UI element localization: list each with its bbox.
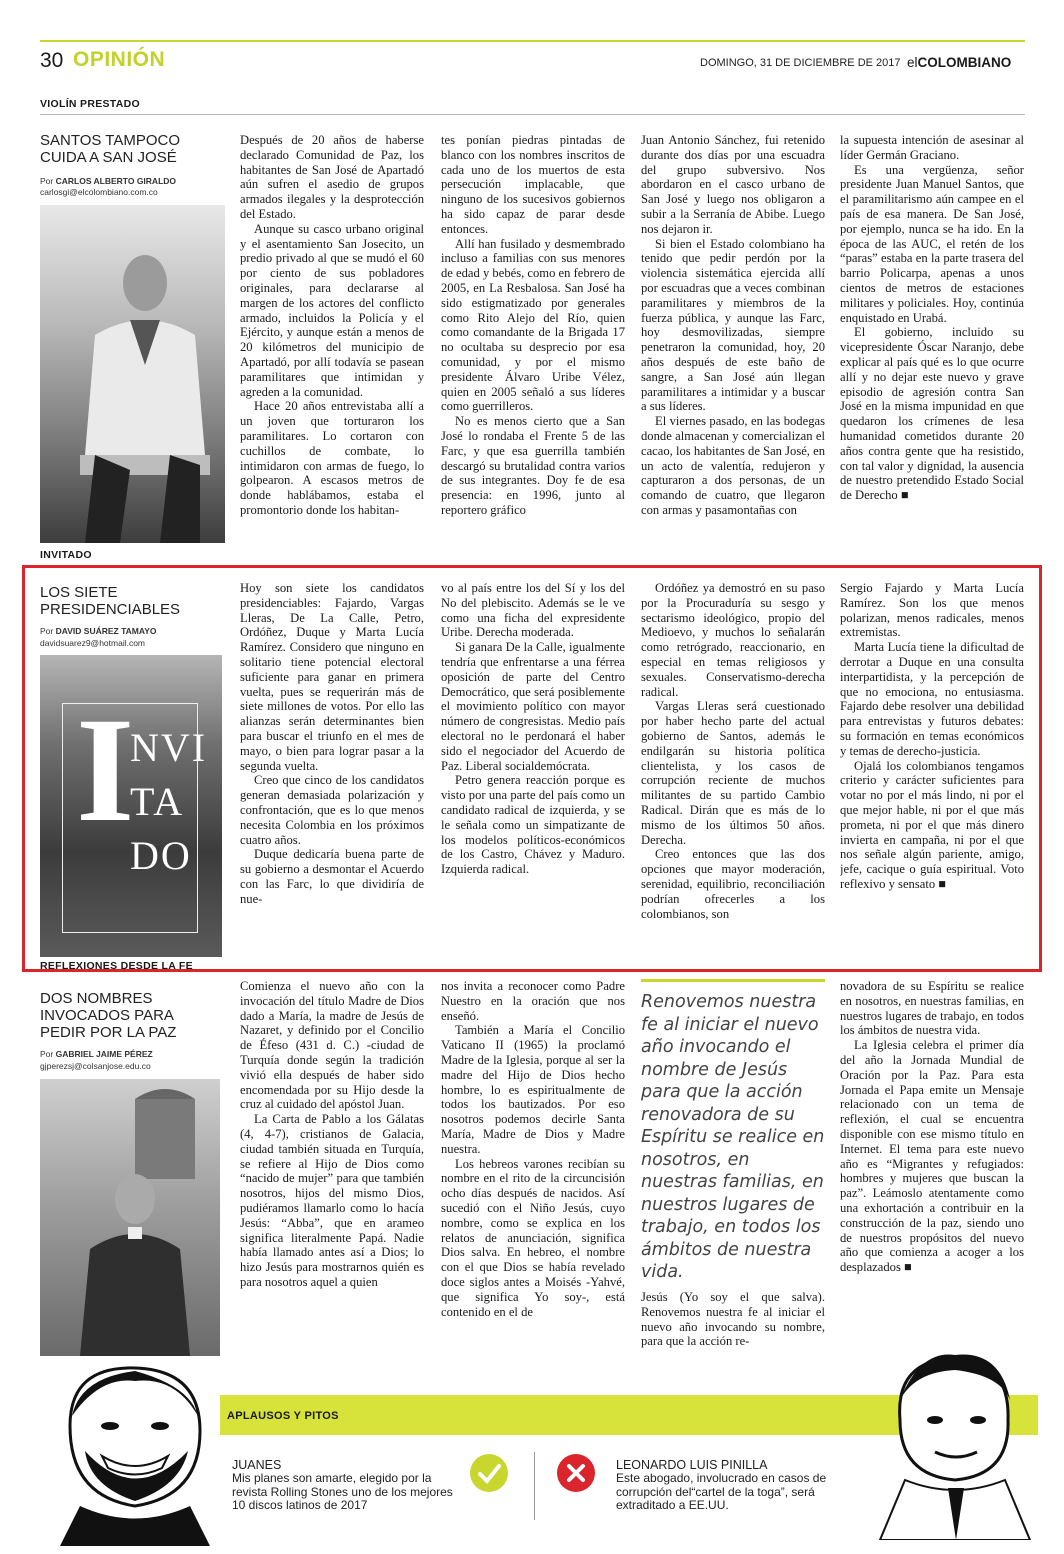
paragraph: Ojalá los colombianos tengamos criterio y carácter suficientes para votar no por el más lindo, ni por el que mejor hable, ni por el que más prometa, ni por el que más dinero invierta en campaña, ni por el que nos señale algún pariente, amigo, jefe, cacique o guía espiritual. Voto reflexivo y sensato ■ [840,758,1024,891]
paragraph: tes ponían piedras pintadas de blanco con los nombres inscritos de cada uno de los muertos de esta persecución implacable, que ninguno de los sucesivos gobiernos ha sido capaz de parar desde entonces. [441,133,625,236]
article2-email: davidsuarez9@hotmail.com [40,638,146,648]
paragraph: Creo entonces que las dos opciones que mayor moderación, serenidad, equilibrio, reconciliación podrían ofrecerles a los colombianos, son [641,847,825,921]
paragraph: También a María el Concilio Vaticano II (1965) la proclamó Madre de la Iglesia, porque al ser la madre del Hijo de Dios hecho hombre, lo es espiritualmente de todos los bautizados. Por eso nosotros podemos decirle Santa María, Madre de Dios y Madre nuestra. [441,1023,625,1156]
paragraph: Hace 20 años entrevistaba allí a un joven que torturaron los paramilitares. Lo cortaron con cuchillos de combate, lo intimidaron con armas de fuego, lo golpearon. A escasos metros de donde hablábamos, estaba el promontorio donde los habitan- [240,399,424,517]
paragraph: Aunque su casco urbano original y el asentamiento San Josecito, un predio privado al que se mudó el 60 por ciento de sus pobladores originales, para declararse al margen de los actores del conflicto armado, incluidos la Policía y el Ejército, y aunque están a menos de 20 kilómetros del municipio de Apartadó, por allí todavía se pasean paramilitares que intimidan y agreden a la comunidad. [240,221,424,399]
footer-right-name: LEONARDO LUIS PINILLA [616,1458,768,1472]
article2-column-1 [240,581,424,951]
byline-prefix: Por [40,176,56,186]
paragraph: Es una vergüenza, señor presidente Juan Manuel Santos, que el paramilitarismo aún campee en el país de esa manera. De San José, por ejemplo, nunca se ha ido. En la época de las AUC, el retén de los “paras” estaba en la parte trasera del barrio Policarpa, apenas a unos cientos de metros de estaciones militares y policiales. Hoy, continúa enquistado en Urabá. [840,162,1024,325]
logo-wordmark [130,721,207,883]
section-title: OPINIÓN [73,48,166,71]
reject-x-icon [557,1454,595,1492]
article3-headline-line2: INVOCADOS PARA [40,1007,174,1024]
article1-headline-line2: CUIDA A SAN JOSÉ [40,149,177,166]
paragraph: Jesús (Yo soy el que salva). Renovemos nuestra fe al iniciar el nuevo año invocando su nombre, para que la acción re- [641,1290,825,1349]
logo-line: DO [130,833,192,878]
approve-check-icon [470,1454,508,1492]
page-number: 30 [40,49,64,72]
article3-headline [40,990,176,1041]
paragraph: vo al país entre los del Sí y los del No del plebiscito. Además se le ve como una ficha del expresidente Uribe. Derecha moderada. [441,581,625,640]
caricature-illustration [860,1340,1040,1540]
footer-right-description: Este abogado, involucrado en casos de corrupción del“cartel de la toga”, será extraditado a EE.UU. [616,1471,827,1512]
brand-name: COLOMBIANO [917,55,1012,70]
paragraph: la supuesta intención de asesinar al líder Germán Graciano. [840,133,1024,162]
logo-letter: I [76,687,135,853]
paragraph: Los hebreos varones recibían su nombre en el rito de la circuncisión ocho días después de nacidos. Así sucedió con el Niño Jesús, cuyo nombre, como se explica en los relatos de anunciación, significa Dios salva. En hebreo, el nombre con el que Dios se había revelado doce siglos antes a Moisés -Yahvé, que significa Yo soy-, está contenido en el de [441,1156,625,1319]
footer-label: APLAUSOS Y PITOS [227,1410,339,1422]
paragraph: La Iglesia celebra el primer día del año la Jornada Mundial de Oración por la Paz. Para esta Jornada el Papa emite un Mensaje relacionado con un tema de reflexión, el cual se encuentra disponible con ese mismo título en Internet. El tema para este nuevo año es “Migrantes y refugiados: hombres y mujeres que buscan la paz”. Leámoslo atentamente como una exhortación a contribuir en la construcción de la paz, siendo uno de nuestros propósitos del nuevo año que comienza a acoger a los desplazados ■ [840,1038,1024,1275]
newspaper-logo [907,55,1011,70]
article1-column-3 [641,133,825,545]
footer-left-name: JUANES [232,1458,282,1472]
article3-column-3 [641,1290,825,1360]
article1-author: CARLOS ALBERTO GIRALDO [55,176,177,186]
paragraph: Petro genera reacción porque es visto por una parte del país como un candidato radical de izquierda, y se le señala como un simpatizante de los modelos políticos-económicos de los Castro, Chávez y Maduro. Izquierda radical. [441,773,625,877]
article3-headline-line3: PEDIR POR LA PAZ [40,1024,177,1041]
article1-byline [40,176,176,186]
juanes-caricature [40,1356,230,1546]
pinilla-caricature [860,1340,1040,1540]
author-photo-carlos-giraldo [40,205,225,543]
article2-column-4 [840,581,1024,951]
paragraph: novadora de su Espíritu se realice en nosotros, en nuestras familias, en nuestros lugares de trabajo, en todos los ámbitos de nuestra vida. [840,979,1024,1038]
footer-divider [534,1452,535,1520]
caricature-illustration [40,1356,230,1546]
pullquote-accent-rule [641,979,825,982]
paragraph: Sergio Fajardo y Marta Lucía Ramírez. Son los que menos polarizan, menos radicales, menos extremistas. [840,581,1024,640]
x-glyph [557,1454,595,1492]
article3-column-1 [240,979,424,1359]
article1-headline [40,132,180,166]
top-accent-rule [40,40,1025,42]
article3-email: gjperezsj@colsanjose.edu.co [40,1061,151,1071]
article1-headline-line1: SANTOS TAMPOCO [40,132,181,149]
article2-byline [40,626,157,636]
article3-column-2 [441,979,625,1359]
author-photo-gabriel-perez [40,1079,220,1356]
logo-line: TA [130,779,185,824]
article3-byline [40,1049,153,1059]
article1-column-2 [441,133,625,545]
byline-prefix: Por [40,1049,56,1059]
article3-column-4 [840,979,1024,1324]
footer-left-description: Mis planes son amarte, elegido por la revista Rolling Stones uno de los mejores 10 discos latinos de 2017 [232,1471,453,1512]
paragraph: Vargas Lleras será cuestionado por haber hecho parte del actual gobierno de Santos, además le endilgarán su historia política clientelista, y los casos de corrupción reciente de muchos militantes de su partido Cambio Radical. Dirán que es más de lo mismo de los últimos 50 años. Derecha. [641,699,825,847]
brand-prefix: el [907,55,918,70]
portrait-illustration [40,205,225,543]
article2-column-3 [641,581,825,951]
paragraph: Creo que cinco de los candidatos generan demasiada polarización y confrontación, que es lo que menos necesita Colombia en los próximos cuatro años. [240,773,424,847]
paragraph: Si ganara De la Calle, igualmente tendría que enfrentarse a una férrea oposición de parte del Centro Democrático, que será posiblemente el movimiento político con mayor número de congresistas. Medio país electoral no le perdonará el haber sido el negociador del Acuerdo de Paz. Liberal socialdemócrata. [441,640,625,773]
paragraph: El gobierno, incluido su vicepresidente Óscar Naranjo, debe explicar al país qué es lo que ocurre allí y no dejar este nuevo y grave episodio de agresión contra San José en la misma impunidad en que quedaron los crímenes de lesa humanidad cometidos durante 20 años contra gente que ha resistido, con tal valor y dignidad, la ausencia de nuestro pretendido Estado Social de Derecho ■ [840,325,1024,503]
paragraph: Después de 20 años de haberse declarado Comunidad de Paz, los habitantes de San José de Apartadó aún sufren el asedio de grupos armados ilegales y la desprotección del Estado. [240,133,424,221]
paragraph: Juan Antonio Sánchez, fui retenido durante dos días por una escuadra del grupo subversivo. Nos abordaron en el casco urbano de San José y luego nos obligaron a subir a la Serranía de Abibe. Luego nos dejaron ir. [641,133,825,236]
article1-column-4 [840,133,1024,545]
article3-headline-line1: DOS NOMBRES [40,990,153,1007]
article1-rule [40,114,1025,115]
paragraph: No es menos cierto que a San José lo rondaba el Frente 5 de las Farc, y que esa guerrilla también descargó su brutalidad contra varios de sus integrantes. Doy fe de esa presencia: en 1996, junto al reportero gráfico [441,414,625,517]
paragraph: Comienza el nuevo año con la invocación del título Madre de Dios dado a María, la madre de Jesús de Nazaret, y definido por el Concilio de Éfeso (431 d. C.) -ciudad de Turquía donde según la tradición vivió ella después de haber sido encomendada por su Hijo desde la cruz al cuidado del apóstol Juan. [240,979,424,1112]
article1-column-1 [240,133,424,545]
pullquote: Renovemos nuestra fe al iniciar el nuevo año invocando el nombre de Jesús para que la acción renovadora de su Espíritu se realice en nosotros, en nuestras familias, en nuestros lugares de trabajo, en todos los ámbitos de nuestra vida. [641,992,825,1282]
portrait-illustration [40,1079,220,1356]
article3-author: GABRIEL JAIME PÉREZ [55,1049,153,1059]
paragraph: Ordóñez ya demostró en su paso por la Procuraduría su sesgo y sectarismo ideológico, propio del Medioevo, y muchos lo señalarán como retrógrado, reaccionario, en especial en temas religiosos y sexuales. Conservatismo-derecha radical. [641,581,825,699]
check-glyph [470,1454,508,1492]
article3-kicker: REFLEXIONES DESDE LA FE [40,960,193,972]
article2-headline-line2: PRESIDENCIABLES [40,601,181,618]
paragraph: La Carta de Pablo a los Gálatas (4, 4-7), cristianos de Galacia, ciudad también situada en Turquía, se refiere al Hijo de Dios como “nacido de mujer” para que también nosotros, hijos del mismo Dios, pudiéramos llamarlo como lo hacía Jesús: “Abba”, que en arameo significa literalmente Papá. Nadie había llamado antes así a Dios; lo hizo Jesús para mostrarnos quién es para nosotros aquel a quien [240,1112,424,1289]
invitado-logo-image [40,655,222,957]
article1-kicker: VIOLÍN PRESTADO [40,98,140,110]
paragraph: Duque dedicaría buena parte de su gobierno a desmontar el Acuerdo con las Farc, lo que dividiría de nue- [240,847,424,906]
paragraph: Marta Lucía tiene la dificultad de derrotar a Duque en una consulta interpartidista, y la percepción de que no emociona, no entusiasma. Fajardo debe resolver una debilidad para entrevistas y futuros debates: su formación en temas económicos y temas de derecho-justicia. [840,640,1024,758]
article2-author: DAVID SUÁREZ TAMAYO [55,626,157,636]
issue-date: DOMINGO, 31 DE DICIEMBRE DE 2017 [700,57,901,69]
article2-column-2 [441,581,625,951]
article2-headline-line1: LOS SIETE [40,584,118,601]
article2-kicker: INVITADO [40,549,92,561]
paragraph: Allí han fusilado y desmembrado incluso a familias con sus menores de edad y bebés, como en febrero de 2005, en La Resbalosa. San José ha sido estigmatizado por generales como Rito Alejo del Río, quien como comandante de la Brigada 17 no ocultaba su desprecio por esa comunidad, y por el mismo presidente Álvaro Uribe Vélez, quien en 2005 señaló a sus líderes como guerrilleros. [441,236,625,414]
article1-email: carlosgi@elcolombiano.com.co [40,187,158,197]
article2-headline [40,584,180,618]
paragraph: nos invita a reconocer como Padre Nuestro en la oración que nos enseñó. [441,979,625,1023]
byline-prefix: Por [40,626,56,636]
paragraph: Si bien el Estado colombiano ha tenido que pedir perdón por la violencia sistemática ejercida allí por escuadras que a veces combinan paramilitares y miembros de la fuerza pública, y aunque las Farc, hoy desmovilizadas, siempre penetraron la comunidad, hoy, 20 años después de este baño de sangre, a San José aún llegan paramilitares a intimidar y a buscar a sus líderes. [641,236,825,414]
paragraph: Hoy son siete los candidatos presidenciables: Fajardo, Vargas Lleras, De La Calle, Petro, Ordóñez, Duque y Marta Lucía Ramírez. Considero que ninguno en solitario tiene potencial electoral suficiente para ganar en primera vuelta, pues se requerirán más de siete millones de votos. Por ello las alianzas serán determinantes bien para buscar el triunfo en el mes de mayo, o bien para lograr pasar a la segunda vuelta. [240,581,424,773]
logo-line: NVI [130,725,208,770]
paragraph: El viernes pasado, en las bodegas donde almacenan y comercializan el cacao, los habitantes de San José, en un acto de valentía, redujeron y capturaron a dos personas, de un comando de cuatro, que llegaron con armas y pasamontañas con [641,414,825,517]
